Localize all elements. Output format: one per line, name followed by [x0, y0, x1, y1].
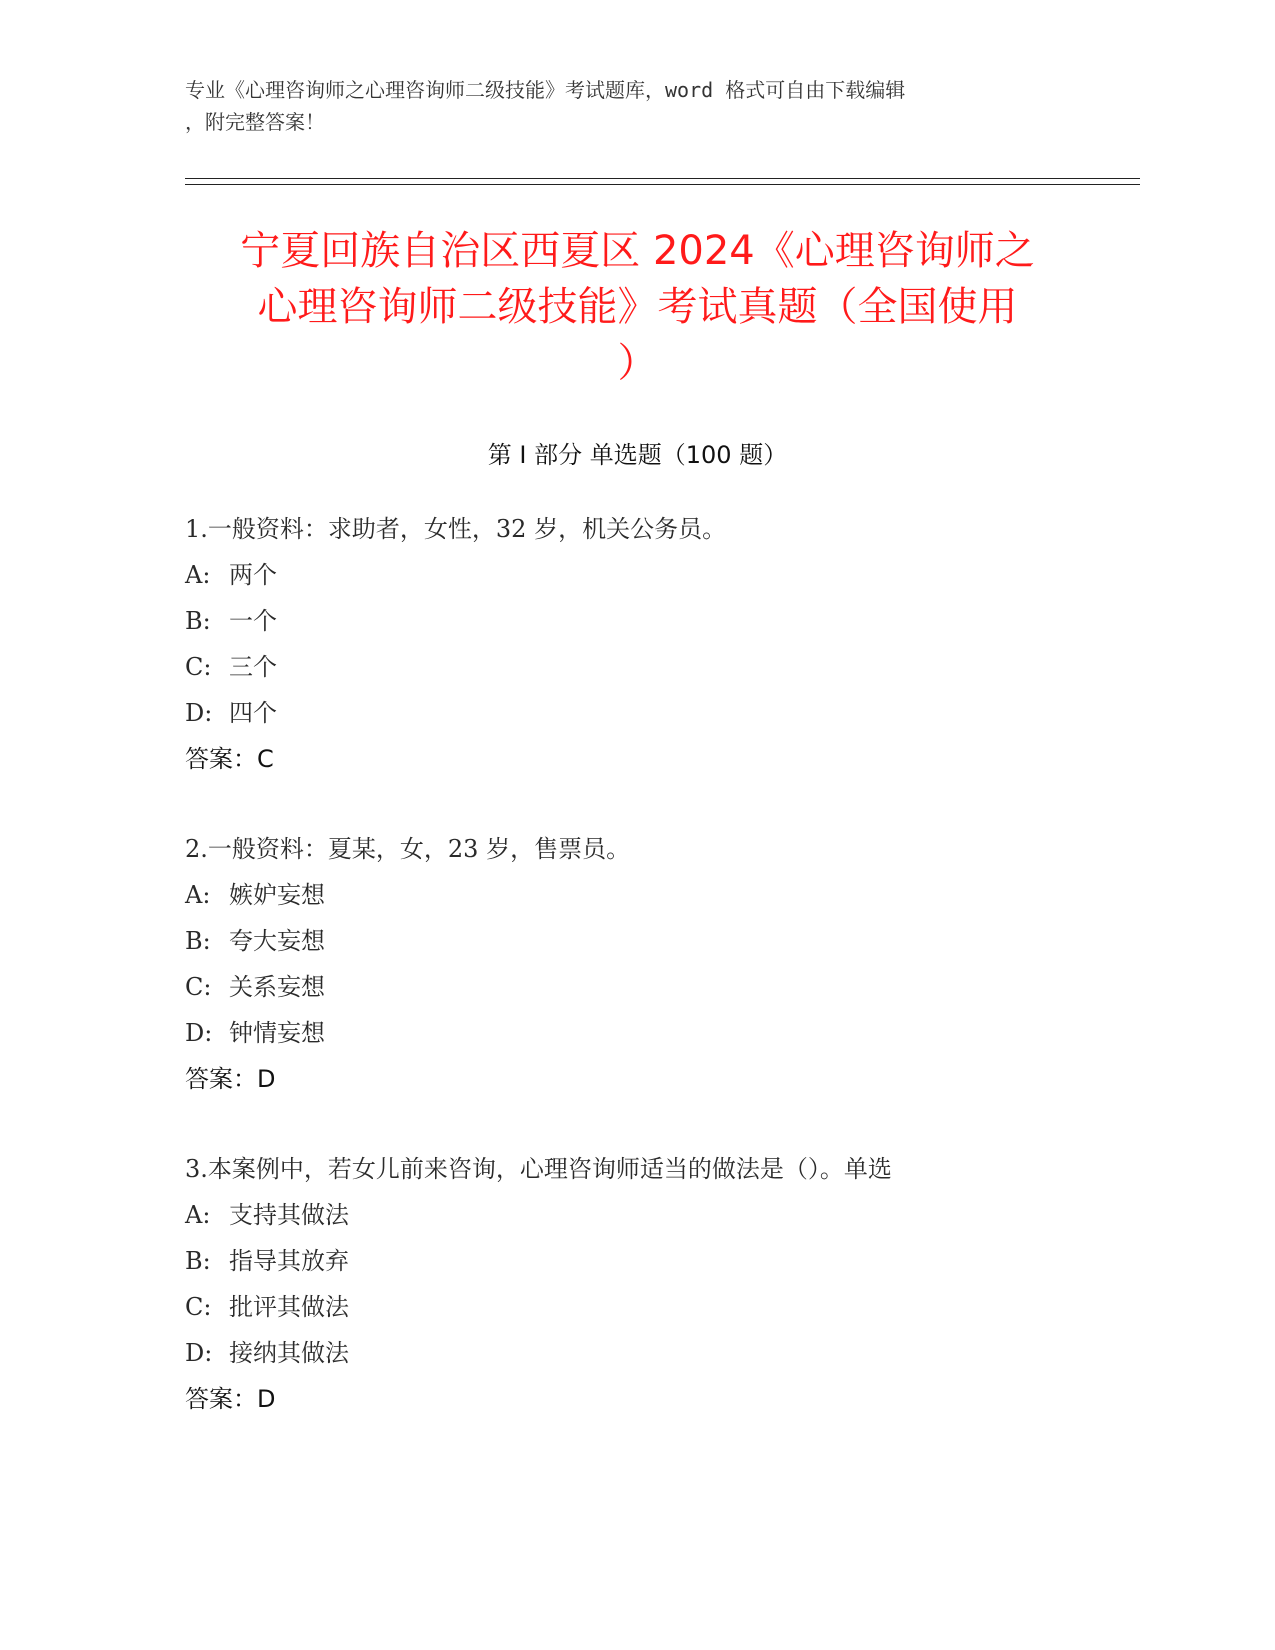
option-letter: A: — [185, 561, 211, 589]
option-letter: B: — [185, 927, 211, 955]
option-d — [185, 1010, 1105, 1056]
option-letter: D: — [185, 1339, 213, 1367]
answer-line: 答案：C — [185, 745, 274, 773]
option-c — [185, 964, 1105, 1010]
option-text: 支持其做法 — [229, 1201, 349, 1229]
option-text: 四个 — [229, 699, 277, 727]
question-item — [185, 1146, 1105, 1422]
option-text: 一个 — [229, 607, 277, 635]
question-item — [185, 826, 1105, 1102]
option-text: 两个 — [229, 561, 277, 589]
option-text: 指导其放弃 — [229, 1247, 349, 1275]
option-b — [185, 918, 1105, 964]
option-text: 接纳其做法 — [229, 1339, 349, 1367]
option-letter: C: — [185, 1293, 212, 1321]
option-text: 钟情妄想 — [229, 1019, 325, 1047]
option-text: 关系妄想 — [229, 973, 325, 1001]
document-title-line-3: ） — [617, 340, 658, 386]
question-stem: 1.一般资料：求助者，女性，32 岁，机关公务员。 — [185, 515, 727, 543]
header-note-line-1: 专业《心理咨询师之心理咨询师二级技能》考试题库，word 格式可自由下载编辑 — [185, 78, 906, 102]
option-text: 批评其做法 — [229, 1293, 349, 1321]
header-divider-bottom — [185, 184, 1140, 185]
option-a — [185, 1192, 1105, 1238]
option-letter: C: — [185, 973, 212, 1001]
option-c — [185, 1284, 1105, 1330]
option-letter: D: — [185, 1019, 213, 1047]
option-text: 嫉妒妄想 — [229, 881, 325, 909]
header-note — [185, 74, 1065, 138]
option-letter: A: — [185, 1201, 211, 1229]
document-title-line-1: 宁夏回族自治区西夏区 2024《心理咨询师之 — [240, 228, 1035, 274]
header-divider-top — [185, 178, 1140, 179]
answer-line: 答案：D — [185, 1385, 276, 1413]
option-text: 夸大妄想 — [229, 927, 325, 955]
question-item — [185, 506, 1105, 782]
option-text: 三个 — [229, 653, 277, 681]
section-heading: 第 I 部分 单选题（100 题） — [487, 441, 788, 469]
option-c — [185, 644, 1105, 690]
option-b — [185, 1238, 1105, 1284]
option-d — [185, 1330, 1105, 1376]
option-letter: B: — [185, 1247, 211, 1275]
document-title — [185, 223, 1090, 391]
document-title-line-2: 心理咨询师二级技能》考试真题（全国使用 — [257, 284, 1018, 330]
question-stem: 3.本案例中，若女儿前来咨询，心理咨询师适当的做法是（）。单选 — [185, 1155, 892, 1183]
option-letter: D: — [185, 699, 213, 727]
option-a — [185, 552, 1105, 598]
option-b — [185, 598, 1105, 644]
option-letter: A: — [185, 881, 211, 909]
option-d — [185, 690, 1105, 736]
option-letter: B: — [185, 607, 211, 635]
question-stem: 2.一般资料：夏某，女，23 岁，售票员。 — [185, 835, 631, 863]
header-note-line-2: ，附完整答案！ — [185, 110, 325, 134]
answer-line: 答案：D — [185, 1065, 276, 1093]
option-letter: C: — [185, 653, 212, 681]
option-a — [185, 872, 1105, 918]
